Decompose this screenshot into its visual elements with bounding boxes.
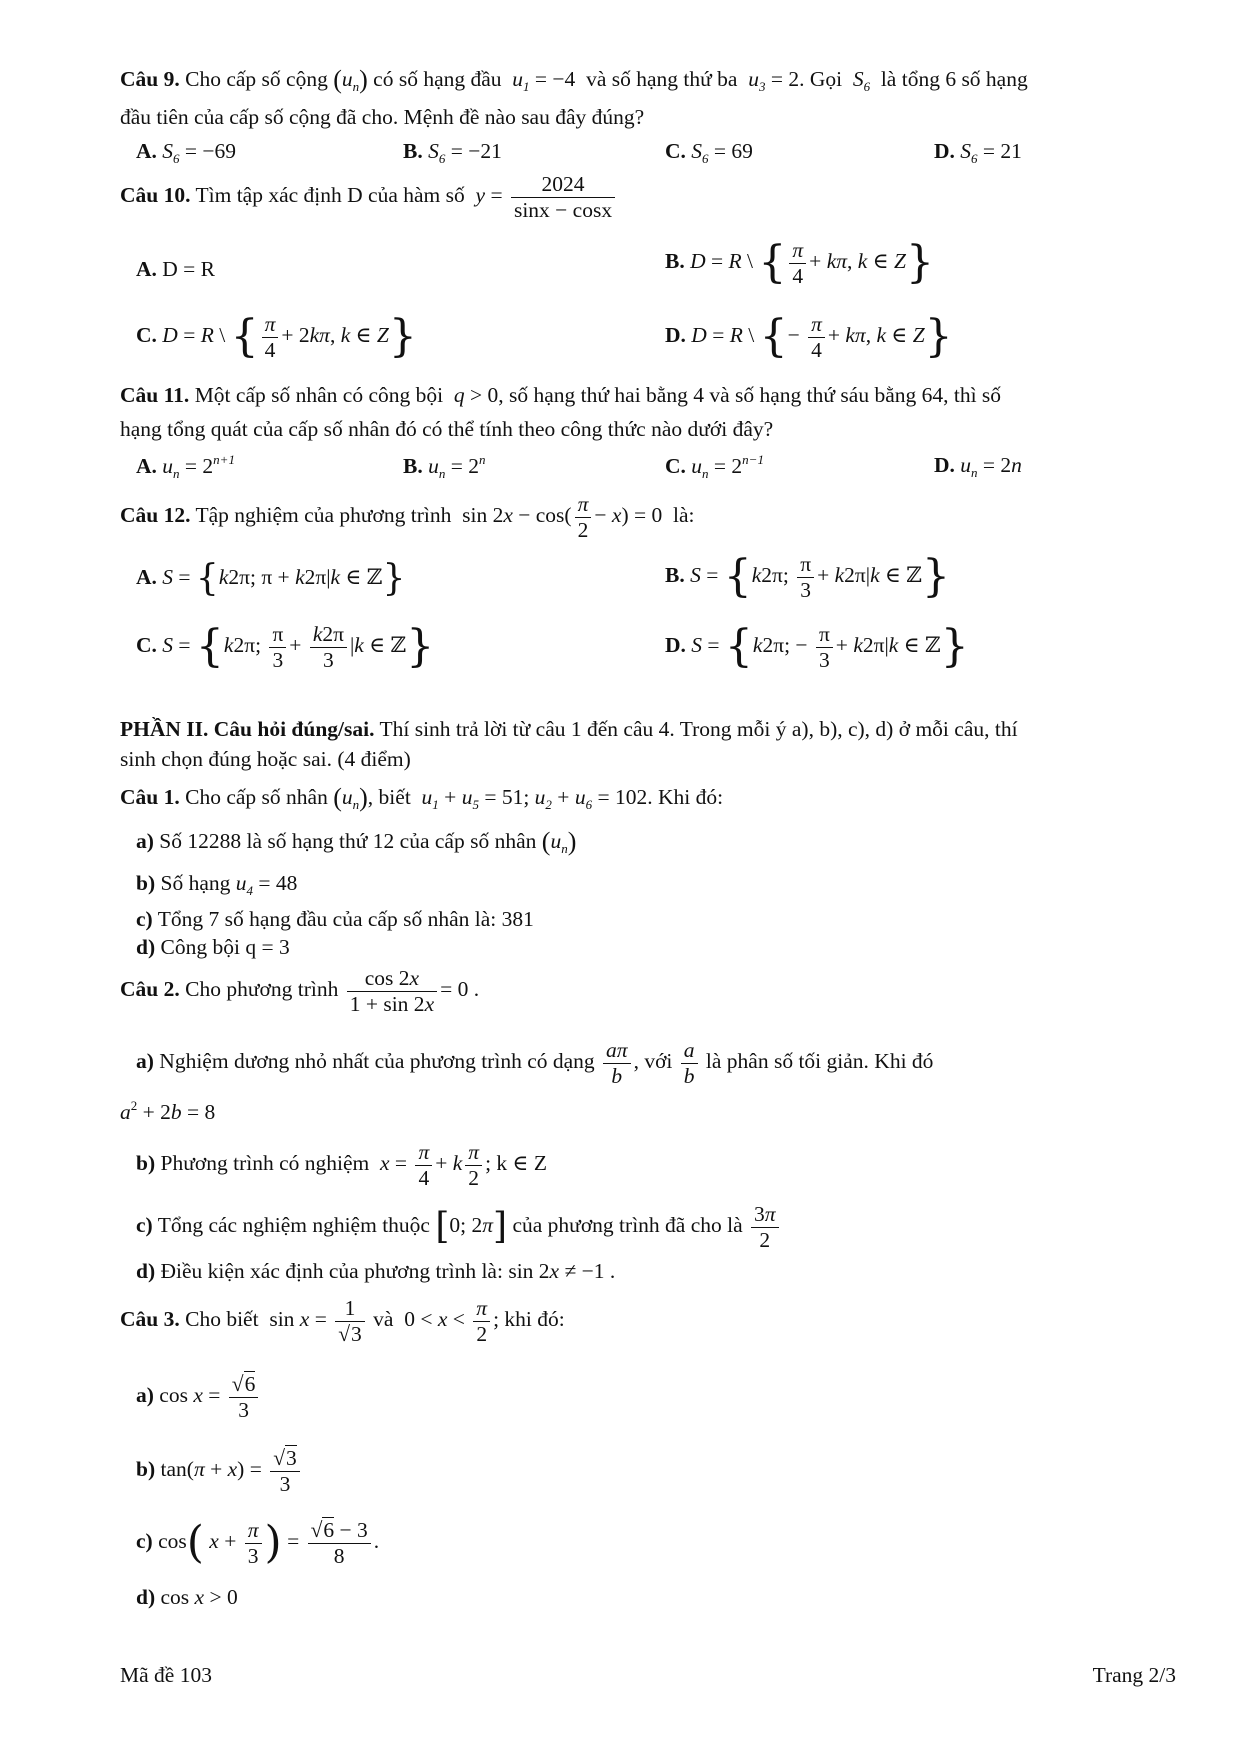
p2-item-b[interactable]: b) Phương trình có nghiệm x = $\frac{\pi}{4}$ + k $\frac{\pi}{2}$ ; k ∈ Z [136, 1140, 547, 1190]
footer-exam-code: Mã đề 103 [120, 1663, 212, 1687]
p1-text1: Cho cấp số nhân [185, 785, 328, 809]
part2-line1 [120, 716, 1018, 742]
p1-text2: , biết [367, 785, 411, 809]
p1-item-b[interactable]: b) Số hạng $u_4 = 48$ [136, 871, 298, 898]
p3-item-b[interactable]: b) tan(π + x) = $\frac{√3}{3}$ [136, 1446, 303, 1496]
footer-page-number: Trang 2/3 [1092, 1663, 1176, 1687]
part2-instructions: Thí sinh trả lời từ câu 1 đến câu 4. Trong mỗi ý a), b), c), d) ở mỗi câu, thí [374, 717, 1018, 741]
p3-text2: và [373, 1307, 394, 1332]
q9-option-a[interactable]: A. $S_6 = -69$ [136, 139, 237, 166]
p2-item-a-cont: $a^2 + 2b = 8$ [120, 1098, 216, 1124]
q9-option-d[interactable]: D. $S_6 = 21$ [934, 139, 1022, 166]
p1-line: Câu 1. Cho cấp số nhân $(u_n)$, biết $u_1 + u_5 = 51$; $u_2 + u_6 = 102$. Khi đó: [120, 783, 724, 812]
q10-option-b[interactable]: B. D = R \ { $\frac{\pi}{4}$ + kπ, k ∈ Z} [665, 237, 934, 289]
q11-line1: Câu 11. Một cấp số nhân có công bội q > 0, số hạng thứ hai bằng 4 và số hạng thứ sáu bằng 64, thì số [120, 383, 1002, 407]
p2-item-c[interactable]: c) Tổng các nghiệm nghiệm thuộc [0; 2π] của phương trình đã cho là $\frac{3\pi}{2}$ [136, 1202, 782, 1252]
q9-text2: có số hạng đầu [373, 67, 502, 91]
q12-option-d[interactable]: D. S = {k2π; − $\frac{\pi}{3}$ + k2π|k ∈ ℤ} [665, 621, 969, 673]
q9-text4: . Gọi [799, 67, 843, 91]
q12-text1: Tập nghiệm của phương trình [195, 503, 452, 528]
q11-option-d[interactable]: D. $u_n = 2n$ [934, 453, 1022, 480]
q9-text1: Cho cấp số cộng [185, 67, 328, 91]
q12-text2: là: [672, 503, 695, 528]
p1-heading: Câu 1. [120, 785, 180, 809]
q11-heading: Câu 11. [120, 383, 190, 407]
q12-option-b[interactable]: B. S = {k2π; $\frac{\pi}{3}$ + k2π|k ∈ ℤ} [665, 551, 951, 603]
p2-item-d[interactable]: d) Điều kiện xác định của phương trình là: sin 2x ≠ −1 . [136, 1259, 616, 1283]
q9-line2: đầu tiên của cấp số cộng đã cho. Mệnh đề nào sau đây đúng? [120, 105, 645, 129]
q10-text: Tìm tập xác định D của hàm số [195, 183, 465, 208]
q10-fraction: $\frac{2024}{\sin x - \cos x}$ [511, 172, 615, 222]
q11-option-b[interactable]: B. $u_n = 2^n$ [403, 452, 486, 481]
p3-item-c[interactable]: c) cos( x + $\frac{\pi}{3}$ ) = $\frac{√6 - 3}{8}$ . [136, 1517, 380, 1569]
part2-heading: PHẦN II. Câu hỏi đúng/sai. [120, 717, 375, 741]
q9-text5: là tổng 6 số hạng [880, 67, 1028, 91]
p1-item-d[interactable]: d) Công bội q = 3 [136, 935, 290, 959]
q12-option-c[interactable]: C. S = {k2π; $\frac{\pi}{3}$ + $\frac{k2\pi}{3}$ |k ∈ ℤ} [136, 621, 435, 673]
p3-heading: Câu 3. [120, 1307, 180, 1332]
q12-line: Câu 12. Tập nghiệm của phương trình sin 2x − cos( $\frac{\pi}{2}$ − x) = 0 là: [120, 492, 695, 542]
p2-item-a[interactable]: a) Nghiệm dương nhỏ nhất của phương trình có dạng $\frac{a\pi}{b}$ , với $\frac{a}{b}$ là phân số tối giản. Khi đó [136, 1038, 934, 1088]
q12-heading: Câu 12. [120, 503, 191, 528]
part2-line2: sinh chọn đúng hoặc sai. (4 điểm) [120, 747, 411, 771]
p3-text3: ; khi đó: [493, 1307, 565, 1332]
q9-line1: Câu 9. Cho cấp số cộng $(u_n)$ có số hạng đầu $u_1 = -4$ và số hạng thứ ba $u_3 = 2$. Gọi $S_6$ là tổng 6 số hạng [120, 65, 1028, 94]
p3-item-a[interactable]: a) cos x = $\frac{√6}{3}$ [136, 1372, 261, 1422]
q9-option-c[interactable]: C. $S_6 = 69$ [665, 139, 753, 166]
q11-text1: Một cấp số nhân có công bội [194, 383, 444, 407]
q10-option-d[interactable]: D. D = R \ {− $\frac{\pi}{4}$ + kπ, k ∈ Z} [665, 311, 953, 363]
p1-item-c[interactable]: c) Tổng 7 số hạng đầu của cấp số nhân là: 381 [136, 907, 534, 931]
p3-line: Câu 3. Cho biết sin x = $\frac{1}{√3}$ và 0 < x < $\frac{\pi}{2}$ ; khi đó: [120, 1296, 565, 1346]
p3-text1: Cho biết [185, 1307, 259, 1332]
q10-option-c[interactable]: C. D = R \ { $\frac{\pi}{4}$ + 2kπ, k ∈ Z} [136, 311, 417, 363]
q9-option-b[interactable]: B. $S_6 = -21$ [403, 139, 502, 166]
p1-text3: . Khi đó: [647, 785, 724, 809]
q10-heading: Câu 10. [120, 183, 191, 208]
q9-heading: Câu 9. [120, 67, 180, 91]
p3-item-d[interactable]: d) cos x > 0 [136, 1585, 238, 1609]
q11-line2: hạng tổng quát của cấp số nhân đó có thể tính theo công thức nào dưới đây? [120, 417, 774, 441]
p1-item-a[interactable]: a) Số 12288 là số hạng thứ 12 của cấp số nhân $(u_n)$ [136, 827, 577, 856]
q11-option-a[interactable]: A. $u_n = 2^{n+1}$ [136, 452, 235, 481]
p2-text1: Cho phương trình [185, 977, 339, 1002]
p2-heading: Câu 2. [120, 977, 180, 1002]
q12-option-a[interactable]: A. S = {k2π; π + k2π|k ∈ ℤ} [136, 558, 406, 599]
p2-line: Câu 2. Cho phương trình $\frac{\cos 2x}{1 + \sin 2x}$ = 0 . [120, 966, 480, 1016]
q11-text2: , số hạng thứ hai bằng 4 và số hạng thứ sáu bằng 64, thì số [498, 383, 1002, 407]
q9-text3: và số hạng thứ ba [586, 67, 738, 91]
q10-option-a[interactable]: A. D = R [136, 257, 216, 281]
q10-line: Câu 10. Tìm tập xác định D của hàm số y = $\frac{2024}{\sin x - \cos x}$ [120, 172, 618, 222]
q11-option-c[interactable]: C. $u_n = 2^{n-1}$ [665, 452, 764, 481]
